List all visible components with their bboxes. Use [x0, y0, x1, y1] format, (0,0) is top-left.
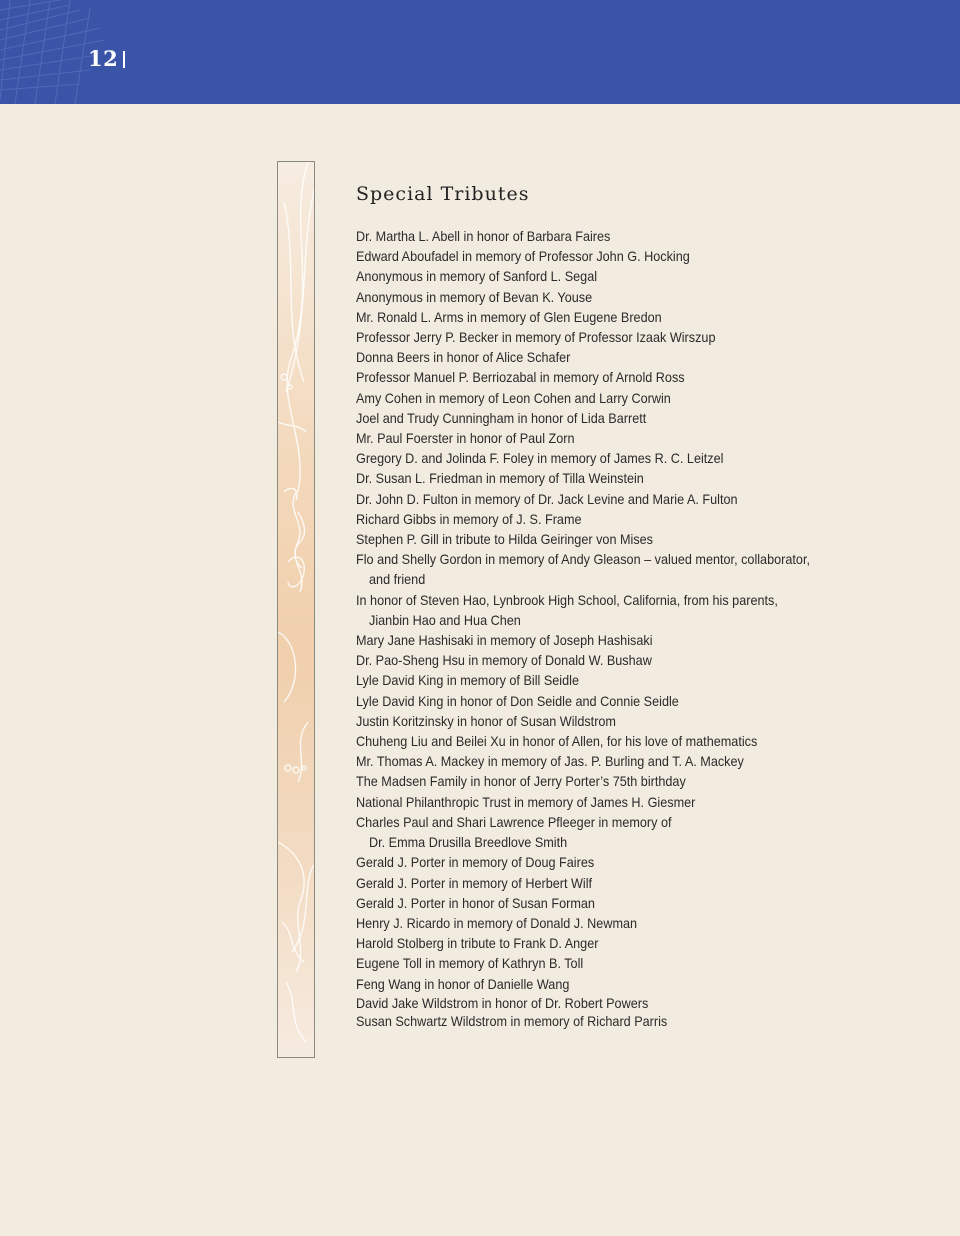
tribute-item: Dr. Susan L. Friedman in memory of Tilla Weinstein — [356, 471, 644, 487]
tribute-list — [356, 227, 916, 1031]
tribute-item: Donna Beers in honor of Alice Schafer — [356, 350, 571, 366]
page-number-divider — [123, 51, 125, 68]
tributes-section — [356, 183, 916, 1031]
tribute-item: Flo and Shelly Gordon in memory of Andy Gleason – valued mentor, collaborator, — [356, 552, 810, 568]
tribute-item: Dr. Martha L. Abell in honor of Barbara Faires — [356, 229, 611, 244]
tribute-item: Charles Paul and Shari Lawrence Pfleeger in memory of — [356, 814, 672, 830]
decorative-side-strip — [277, 161, 315, 1058]
tribute-item: National Philanthropic Trust in memory of James H. Giesmer — [356, 794, 696, 810]
tribute-item: Edward Aboufadel in memory of Professor John G. Hocking — [356, 249, 690, 265]
tribute-item: Mr. Ronald L. Arms in memory of Glen Eugene Bredon — [356, 309, 662, 325]
tribute-item-continuation: Dr. Emma Drusilla Breedlove Smith — [369, 835, 568, 851]
tribute-item: Susan Schwartz Wildstrom in memory of Richard Parris — [356, 1013, 668, 1029]
tribute-item: Anonymous in memory of Sanford L. Segal — [356, 269, 598, 285]
tribute-item: Dr. John D. Fulton in memory of Dr. Jack Levine and Marie A. Fulton — [356, 491, 738, 507]
tribute-item: Harold Stolberg in tribute to Frank D. Anger — [356, 936, 599, 952]
tribute-item: In honor of Steven Hao, Lynbrook High School, California, from his parents, — [356, 592, 778, 608]
tribute-item: Chuheng Liu and Beilei Xu in honor of Allen, for his love of mathematics — [356, 734, 758, 750]
header-band — [0, 0, 960, 104]
tribute-item: Gerald J. Porter in memory of Doug Faires — [356, 855, 595, 871]
tribute-item: Gerald J. Porter in honor of Susan Forman — [356, 895, 595, 911]
tribute-item-continuation: and friend — [369, 572, 426, 588]
page-number: 12 — [88, 46, 119, 71]
tribute-item: Gerald J. Porter in memory of Herbert Wilf — [356, 875, 593, 891]
tribute-item: Professor Manuel P. Berriozabal in memory of Arnold Ross — [356, 370, 685, 386]
tribute-item: Amy Cohen in memory of Leon Cohen and Larry Corwin — [356, 390, 671, 406]
tribute-item: Justin Koritzinsky in honor of Susan Wildstrom — [356, 713, 616, 729]
tribute-item: Lyle David King in memory of Bill Seidle — [356, 673, 579, 689]
tribute-item: Mary Jane Hashisaki in memory of Joseph Hashisaki — [356, 633, 653, 649]
tribute-item-continuation: Jianbin Hao and Hua Chen — [369, 612, 521, 628]
section-title: Special Tributes — [356, 183, 530, 205]
tribute-item: Mr. Thomas A. Mackey in memory of Jas. P. Burling and T. A. Mackey — [356, 754, 744, 770]
tribute-item: Henry J. Ricardo in memory of Donald J. Newman — [356, 915, 638, 931]
floral-ornament — [278, 162, 315, 1058]
tribute-item: David Jake Wildstrom in honor of Dr. Robert Powers — [356, 995, 649, 1011]
tribute-item: Feng Wang in honor of Danielle Wang — [356, 976, 570, 992]
tribute-item: The Madsen Family in honor of Jerry Porter’s 75th birthday — [356, 774, 686, 790]
tribute-item: Stephen P. Gill in tribute to Hilda Geiringer von Mises — [356, 532, 654, 548]
tribute-item: Professor Jerry P. Becker in memory of Professor Izaak Wirszup — [356, 330, 716, 346]
tribute-item: Richard Gibbs in memory of J. S. Frame — [356, 511, 582, 527]
tribute-item: Gregory D. and Jolinda F. Foley in memory of James R. C. Leitzel — [356, 451, 724, 467]
tribute-item: Mr. Paul Foerster in honor of Paul Zorn — [356, 431, 575, 447]
tribute-item: Eugene Toll in memory of Kathryn B. Toll — [356, 956, 584, 972]
tribute-item: Lyle David King in honor of Don Seidle and Connie Seidle — [356, 693, 679, 709]
tribute-item: Dr. Pao-Sheng Hsu in memory of Donald W. Bushaw — [356, 653, 652, 669]
tribute-item: Anonymous in memory of Bevan K. Youse — [356, 289, 593, 305]
tribute-item: Joel and Trudy Cunningham in honor of Lida Barrett — [356, 410, 647, 426]
